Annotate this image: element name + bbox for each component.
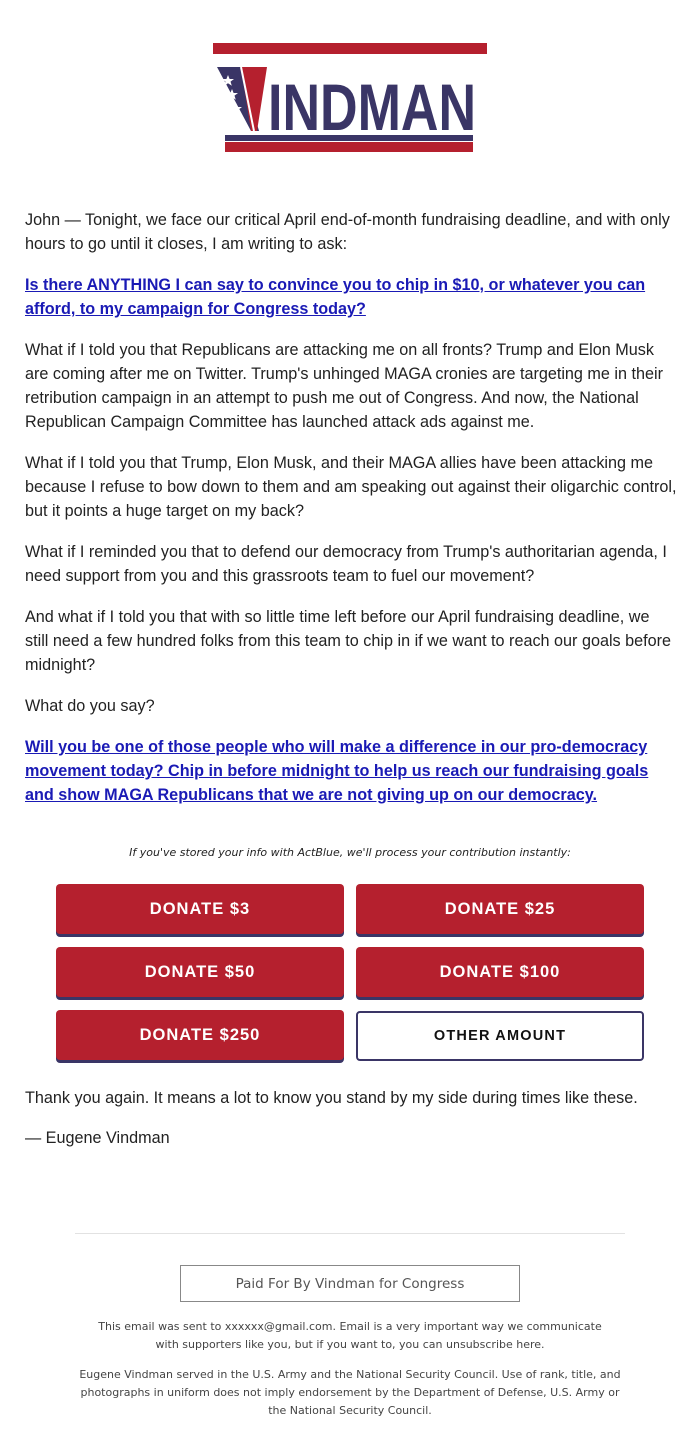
intro-paragraph: John — Tonight, we face our critical April end-of-month fundraising deadline, and with only hours to go until it closes, I am writing to ask: (25, 211, 670, 253)
body-paragraph-5: What do you say? (25, 697, 155, 715)
donate-link-ask[interactable]: Is there ANYTHING I can say to convince you to chip in $10, or whatever you can afford, to my campaign for Congress today? (25, 276, 646, 318)
thank-you-text: Thank you again. It means a lot to know you stand by my side during times like these. (25, 1089, 638, 1107)
footer-disclaimer: Eugene Vindman served in the U.S. Army and the National Security Council. Use of rank, title, and photographs in uniform does not imply endorsement by the Department of Defense, U.S. Army or the National Security Council. (79, 1368, 621, 1417)
body-paragraph-2: What if I told you that Trump, Elon Musk, and their MAGA allies have been attacking me because I refuse to bow down to them and am speaking out against their oligarchic control, but it points a huge target on my back? (25, 454, 677, 520)
body-paragraph-3: What if I reminded you that to defend our democracy from Trump's authoritarian agenda, I need support from you and this grassroots team to fuel our movement? (25, 543, 667, 585)
other-amount-button[interactable]: OTHER AMOUNT (356, 1011, 644, 1061)
paid-for-box: Paid For By Vindman for Congress (180, 1265, 520, 1302)
body-paragraph-1: What if I told you that Republicans are attacking me on all fronts? Trump and Elon Musk are coming after me on Twitter. Trump's unhinged MAGA cronies are targeting me in their retribution campaign in an attempt to push me out of Congress. And now, the National Republican Campaign Committee has launched attack ads against me. (25, 341, 664, 431)
footer-divider (75, 1233, 625, 1234)
body-paragraph-4: And what if I told you that with so little time left before our April fundraising deadline, we still need a few hundred folks from this team to chip in if we want to reach our goals before midnight? (25, 608, 672, 674)
donate-100-button[interactable]: DONATE $100 (356, 947, 644, 997)
vindman-logo (211, 41, 487, 155)
donate-3-button[interactable]: DONATE $3 (56, 884, 344, 934)
email-body (25, 208, 677, 824)
logo-wordmark: INDMAN (268, 70, 476, 144)
footer-sent-to[interactable]: This email was sent to xxxxxx@gmail.com. Email is a very important way we communicate with supporters like you, but if you want to, you can unsubscribe here. (98, 1320, 602, 1351)
header-logo (0, 0, 700, 170)
donate-25-button[interactable]: DONATE $25 (356, 884, 644, 934)
signature: — Eugene Vindman (25, 1129, 170, 1147)
donate-50-button[interactable]: DONATE $50 (56, 947, 344, 997)
donate-link-movement[interactable]: Will you be one of those people who will make a difference in our pro-democracy movement today? Chip in before midnight to help us reach our fundraising goals and show MAGA Republicans that we are not giving up on our democracy. (25, 738, 649, 804)
actblue-note: If you've stored your info with ActBlue, we'll process your contribution instantly: (129, 846, 571, 859)
donate-250-button[interactable]: DONATE $250 (56, 1010, 344, 1060)
